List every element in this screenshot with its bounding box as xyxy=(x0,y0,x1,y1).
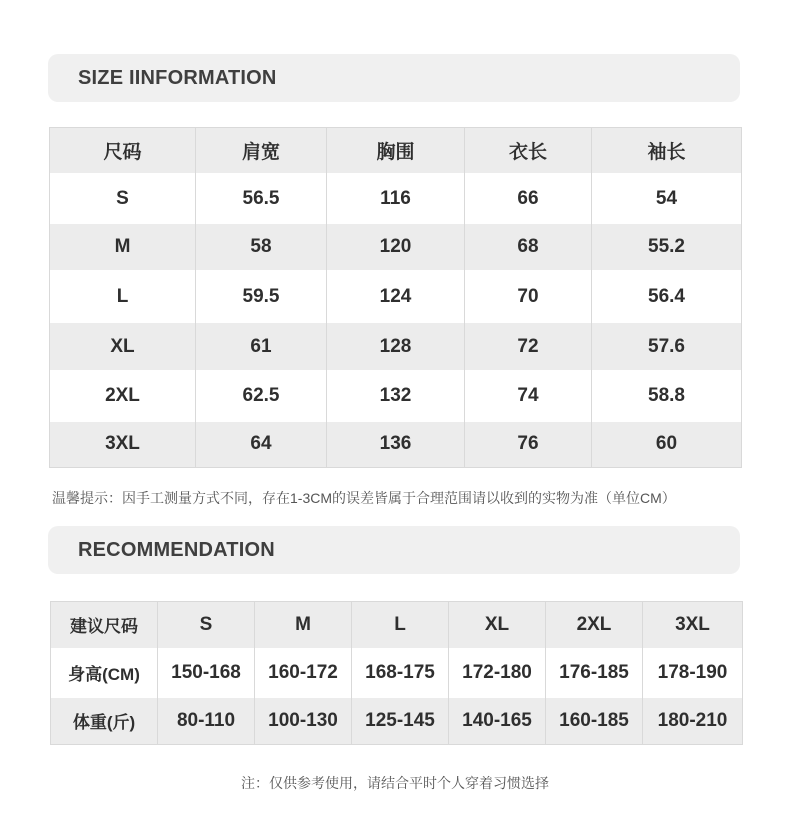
size-cell: 3XL xyxy=(50,422,196,467)
size-cell: 124 xyxy=(327,270,465,323)
size-cell: 60 xyxy=(592,422,742,467)
recommendation-table xyxy=(50,601,743,745)
size-information-title: SIZE IINFORMATION xyxy=(78,66,277,89)
size-cell: 136 xyxy=(327,422,465,467)
size-cell: 68 xyxy=(465,224,592,270)
size-cell: 120 xyxy=(327,224,465,270)
size-table xyxy=(49,127,742,468)
rec-cell: 80-110 xyxy=(158,698,255,745)
size-header-cell: 衣长 xyxy=(465,128,592,174)
table-row xyxy=(50,173,742,224)
size-table-header-row xyxy=(50,128,742,174)
size-header-cell: 肩宽 xyxy=(196,128,327,174)
size-cell: 62.5 xyxy=(196,370,327,422)
table-row xyxy=(51,698,743,745)
size-header-cell: 袖长 xyxy=(592,128,742,174)
rec-cell: 100-130 xyxy=(255,698,352,745)
size-cell: 64 xyxy=(196,422,327,467)
size-header-cell: 胸围 xyxy=(327,128,465,174)
size-cell: S xyxy=(50,173,196,224)
row-label: 身高(CM) xyxy=(51,648,158,698)
size-cell: 2XL xyxy=(50,370,196,422)
table-row xyxy=(50,224,742,270)
table-row xyxy=(50,270,742,323)
recommendation-note: 注：仅供参考使用，请结合平时个人穿着习惯选择 xyxy=(241,775,549,791)
size-cell: L xyxy=(50,270,196,323)
table-row xyxy=(50,370,742,422)
table-row xyxy=(50,323,742,370)
size-cell: 76 xyxy=(465,422,592,467)
size-cell: 70 xyxy=(465,270,592,323)
size-cell: 58.8 xyxy=(592,370,742,422)
rec-cell: 140-165 xyxy=(449,698,546,745)
size-cell: 56.4 xyxy=(592,270,742,323)
size-cell: 74 xyxy=(465,370,592,422)
rec-cell: 180-210 xyxy=(643,698,743,745)
size-cell: 59.5 xyxy=(196,270,327,323)
rec-cell: 178-190 xyxy=(643,648,743,698)
rec-cell: 150-168 xyxy=(158,648,255,698)
rec-cell: 3XL xyxy=(643,602,743,648)
row-label: 建议尺码 xyxy=(51,602,158,648)
size-cell: 116 xyxy=(327,173,465,224)
size-cell: 61 xyxy=(196,323,327,370)
size-cell: 54 xyxy=(592,173,742,224)
rec-cell: 172-180 xyxy=(449,648,546,698)
recommendation-title: RECOMMENDATION xyxy=(78,538,275,561)
rec-cell: S xyxy=(158,602,255,648)
size-cell: 72 xyxy=(465,323,592,370)
table-row xyxy=(51,648,743,698)
rec-cell: L xyxy=(352,602,449,648)
rec-cell: 176-185 xyxy=(546,648,643,698)
rec-cell: 168-175 xyxy=(352,648,449,698)
rec-cell: 160-185 xyxy=(546,698,643,745)
row-label: 体重(斤) xyxy=(51,698,158,745)
measurement-note: 温馨提示：因手工测量方式不同，存在1-3CM的误差皆属于合理范围请以收到的实物为准（单位CM） xyxy=(52,490,676,506)
size-cell: 128 xyxy=(327,323,465,370)
size-header-cell: 尺码 xyxy=(50,128,196,174)
size-cell: M xyxy=(50,224,196,270)
rec-cell: 125-145 xyxy=(352,698,449,745)
rec-cell: M xyxy=(255,602,352,648)
rec-cell: 2XL xyxy=(546,602,643,648)
size-cell: 58 xyxy=(196,224,327,270)
rec-cell: XL xyxy=(449,602,546,648)
size-cell: 56.5 xyxy=(196,173,327,224)
table-row xyxy=(51,602,743,648)
rec-cell: 160-172 xyxy=(255,648,352,698)
size-cell: XL xyxy=(50,323,196,370)
size-cell: 66 xyxy=(465,173,592,224)
size-cell: 55.2 xyxy=(592,224,742,270)
table-row xyxy=(50,422,742,467)
size-cell: 132 xyxy=(327,370,465,422)
recommendation-header xyxy=(48,526,740,574)
size-cell: 57.6 xyxy=(592,323,742,370)
size-information-header xyxy=(48,54,740,102)
